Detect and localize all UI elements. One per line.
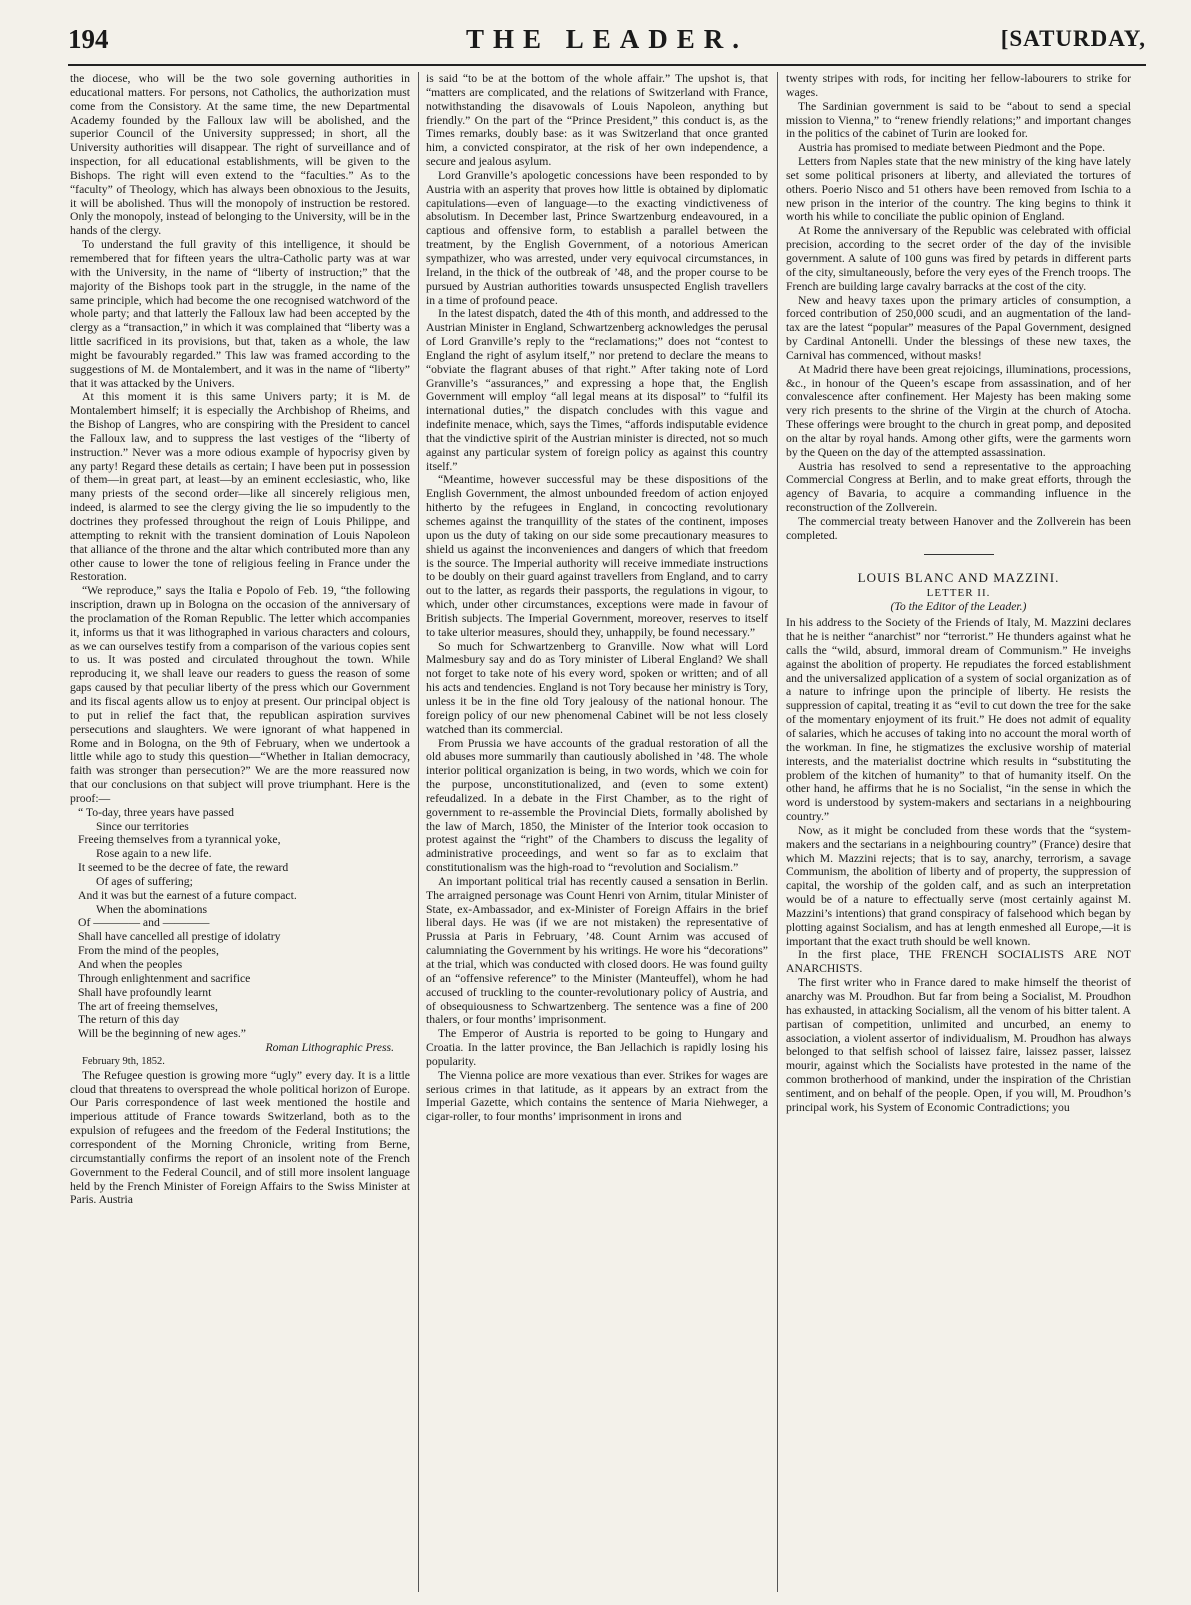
paragraph: twenty stripes with rods, for inciting her fellow-labourers to strike for wages. [786,72,1131,99]
poem-credit: Roman Lithographic Press. [265,1041,394,1055]
paragraph: The Emperor of Austria is reported to be going to Hungary and Croatia. In the latter province, the Ban Jellachich is rapidly losing his popularity. [426,1027,768,1068]
column-1 [70,72,410,1592]
poem-line: Since our territories [96,819,189,833]
paragraph: So much for Schwartzenberg to Granville. Now what will Lord Malmesbury say and do as Tory minister of Liberal England? We shall not forget to take note of his every word, spoken or written; and of all his acts and tendencies. England is not Tory because her ministry is Tory, unless it be in the fine old Tory jealousy of the national honour. The foreign policy of our new phenomenal Cabinet will be not less closely watched than its commercial. [426,639,768,736]
paragraph: “We reproduce,” says the Italia e Popolo of Feb. 19, “the following inscription, drawn up in Bologna on the occasion of the anniversary of the proclamation of the Roman Republic. The letter which accompanies it, informs us that it was lithographed in various characters and colours, as we can ourselves testify from a comparison of the various copies sent to us. It was posted and circulated throughout the town. While reproducing it, we shall leave our readers to guess the reason of some gaps caused by that peculiar liberty of the press which our Government and its fiscal agents allow us to enjoy at present. Our principal object is to put in relief the fact that, the republican aspiration survives persecutions and slaughters. We were ignorant of what happened in Rome and in Bologna, on the 9th of February, when we undertook a little while ago to study this question—“Whether in Italian democracy, faith was stronger than persecution?” We are the more reassured now that our conclusions on that subject will prove triumphant. Here is the proof:— [70,584,410,805]
column-rule [777,72,778,1592]
paragraph: The Sardinian government is said to be “about to send a special mission to Vienna,” to “renew friendly relations;” and important changes in the politics of the cabinet of Turin are looked for. [786,99,1131,141]
inscription-poem [78,806,410,1041]
poem-line: Through enlightenment and sacrifice [78,971,251,985]
paragraph: To understand the full gravity of this intelligence, it should be remembered that for fifteen years the ultra-Catholic party was at war with the University, in the name of “liberty of instruction;” that the majority of the Bishops took part in the struggle, in the name of the same principle, which had become the one recognised watchword of the whole party; and that latterly the Falloux law had been accepted by the clergy as a “transaction,” in which it was complained that “liberty was a little sacrificed in its provisions, but that, taken as a whole, the law might be favourably regarded.” This law was framed according to the suggestions of M. de Montalembert, and it was in the name of “liberty” that it was attacked by the Univers. [70,238,410,390]
poem-line: Shall have cancelled all prestige of idolatry [78,930,281,944]
poem-line: Shall have profoundly learnt [78,985,212,999]
column-rule [418,72,419,1592]
paragraph: New and heavy taxes upon the primary articles of consumption, a forced contribution of 250,000 scudi, and an augmentation of the land-tax are the latest “popular” measures of the Papal Government, designed by Cardinal Antonelli. Under the blessings of these new taxes, the Carnival has commenced, without masks! [786,293,1131,362]
paragraph: “Meantime, however successful may be these dispositions of the English Government, the almost unbounded freedom of action enjoyed hitherto by the refugees in England, in concocting revolutionary schemes against the tranquillity of the states of the continent, imposes upon us the duty of taking on our side some precautionary measures to shield us against the inconveniences and dangers of which that freedom is the source. The Imperial authority will receive immediate instructions to be doubly on their guard against travellers from England, and to carry out to the latter, as regards their passports, the regulations in vigour, to which, under other circumstances, exceptions were made in favour of British subjects. The Imperial Government, moreover, reserves to itself to take ulterior measures, should they, unhappily, be found necessary.” [426,473,768,639]
poem-line: Rose again to a new life. [96,847,212,861]
article-subhead: LETTER II. [926,586,991,599]
paragraph: Lord Granville’s apologetic concessions have been responded to by Austria with an asperity that proves how little is obtained by diplomatic capitulations—even of language—to the exacting vindictiveness of absolutism. In December last, Prince Swartzenburg endeavoured, in a captious and offensive form, to establish a parallel between the treatment, by the English Government, of a notorious American sympathizer, who was arrested, under very equivocal circumstances, in Ireland, in the thick of the outbreak of ’48, and the proper course to be pursued by Austrian authorities towards unsuspected English travellers in a time of profound peace. [426,168,768,307]
poem-line: Freeing themselves from a tyrannical yoke, [78,833,281,847]
paragraph: Austria has resolved to send a representative to the approaching Commercial Congress at Berlin, and to make great efforts, through the agency of Bavaria, to acquire a commanding influence in the reconstruction of the Zollverein. [786,459,1131,515]
paragraph: In the first place, THE FRENCH SOCIALISTS ARE NOT ANARCHISTS. [786,948,1131,976]
column-3 [786,72,1131,1592]
paragraph: Austria has promised to mediate between Piedmont and the Pope. [798,141,1106,155]
column-2 [426,72,768,1592]
poem-line: Of ———— and ———— [78,916,210,930]
page-number: 194 [68,24,109,54]
poem-line: Of ages of suffering; [96,874,193,888]
paragraph: is said “to be at the bottom of the whole affair.” The upshot is, that “matters are complicated, and the relations of Switzerland with France, notwithstanding the disavowals of Louis Napoleon, anything but friendly.” On the part of the “Prince President,” this conduct is, as the Times remarks, doubly base: as it was Switzerland that once granted him, a convicted conspirator, at the risk of her own independence, a secure and jealous asylum. [426,72,768,169]
paragraph: The Vienna police are more vexatious than ever. Strikes for wages are serious crimes in that latitude, as it appears by an extract from the Imperial Gazette, which contains the sentence of Maria Niehweger, a cigar-roller, to four months’ imprisonment in irons and [426,1068,768,1124]
poem-line: Will be the beginning of new ages.” [78,1027,246,1041]
poem-line: The return of this day [78,1013,180,1027]
issue-day: [SATURDAY, [1000,26,1146,51]
newspaper-title: THE LEADER. [465,24,749,54]
article-byline: (To the Editor of the Leader.) [890,600,1027,614]
paragraph: the diocese, who will be the two sole governing authorities in educational matters. For persons, not Catholics, the authorization must come from the Consistory. At the same time, the new Departmental Academy founded by the Falloux law will be abolished, and the superior Council of the University suppressed; in short, all the University authorities will disappear. The right of surveillance and of inspection, for all educational establishments, will be given to the Bishops. The right will even extend to the “faculties.” As to the “faculty” of Theology, which has always been obnoxious to the Jesuits, it will be abolished. Thus will the monopoly of instruction be restored. Only the monopoly, instead of belonging to the University, will be in the hands of the clergy. [70,72,410,238]
paragraph: The commercial treaty between Hanover and the Zollverein has been completed. [786,515,1131,542]
poem-line: And it was but the earnest of a future compact. [78,888,297,902]
paragraph: Letters from Naples state that the new ministry of the king have lately set some political prisoners at liberty, and alleviated the tortures of others. Poerio Nisco and 51 others have been removed from Ischia to a new prison in the interior of the country. The king begins to think it worth his while to conciliate the public opinion of England. [786,155,1131,224]
paragraph: In his address to the Society of the Friends of Italy, M. Mazzini declares that he is neither “anarchist” nor “terrorist.” He thunders against what he calls the “wild, absurd, immoral dream of Communism.” He inveighs against the abolition of property. He repudiates the forced establishment and the universalized application of a system of social organization as of a nature to infringe upon the principle of liberty. He resists the suppression of capital, treating it as “evil to cut down the tree for the sake of the momentary enjoyment of its fruit.” He does not admit of equality of salaries, which he accuses of taking into no account the moral worth of the workman. In fine, he stigmatizes the exclusive worship of material interests, and the materialist doctrine which results in “substituting the problem of the kitchen of humanity” to that of humanity itself. On the other hand, he affirms that he is no Socialist, “in the sense in which the word is understood by system-makers and sectarians in a neighbouring country.” [786,616,1131,824]
paragraph: Now, as it might be concluded from these words that the “system-makers and the sectarians in a neighbouring country” (France) desire that which M. Mazzini rejects; that is to say, anarchy, terrorism, a savage Communism, the abolition of liberty and of property, the suppression of capital, the worship of the golden calf, and as such an interpretation would be of a nature to effectually serve (most certainly against M. Mazzini’s intentions) that grand conspiracy of falsehood which began by plotting against Socialism, and has at length enmeshed all Europe,—it is important that the exact truth should be well known. [786,823,1131,948]
dateline: February 9th, 1852. [82,1055,165,1067]
section-divider [786,547,1131,561]
paragraph: At this moment it is this same Univers party; it is M. de Montalembert himself; it is especially the Archbishop of Rheims, and the Bishop of Langres, who are conspiring with the President to cancel the Falloux law, and to suppress the last vestiges of the “liberty of instruction.” Never was a more odious example of hypocrisy given by any party! Regard these details as certain; I have been put in possession of them—in great part, at least—by an eminent ecclesiastic, who, like many priests of the second order—like all sincerely religious men, indeed, is alarmed to see the clergy giving the lie so impudently to the doctrines they professed throughout the reign of Louis Philippe, and attempting to reknit with the transient domination of Louis Napoleon that alliance of the throne and the altar which contributed more than any other cause to lower the tone of religious feeling in France under the Restoration. [70,390,410,584]
poem-line: The art of freeing themselves, [78,999,218,1013]
paragraph: The first writer who in France dared to make himself the theorist of anarchy was M. Proudhon. But far from being a Socialist, M. Proudhon has exhausted, in attacking Socialism, all the venom of his bitter talent. A partisan of competition, unlimited and uncurbed, an enemy to association, a violent assertor of individualism, M. Proudhon has always belonged to that selfish school of laissez faire, laissez passer, laissez mourir, against which the Socialists have protested in the name of the common brotherhood of mankind, under the inspiration of the Christian sentiment, and on behalf of the people. Open, if you will, M. Proudhon’s principal work, his System of Economic Contradictions; you [786,976,1131,1114]
paragraph: The Refugee question is growing more “ugly” every day. It is a little cloud that threatens to overspread the whole political horizon of Europe. Our Paris correspondence of last week mentioned the hostile and imperious attitude of France towards Switzerland, both as to the expulsion of refugees and the freedom of the Federal Institutions; the correspondent of the Morning Chronicle, writing from Berne, circumstantially confirms the report of an insolent note of the French Government to the Federal Council, and of still more insolent language held by the French Minister of Foreign Affairs to the Swiss Minister at Paris. Austria [70,1068,410,1207]
article-headline: LOUIS BLANC AND MAZZINI. [857,569,1060,585]
poem-line: It seemed to be the decree of fate, the reward [78,861,289,875]
poem-line: When the abominations [96,902,208,916]
paragraph: In the latest dispatch, dated the 4th of this month, and addressed to the Austrian Minister in England, Schwartzenberg acknowledges the perusal of Lord Granville’s reply to the “reclamations;” does not “contest to England the right of asylum itself,” nor pretend to declare the means to “obviate the flagrant abuses of that right.” After taking note of Lord Granville’s “assurances,” and expressing a hope that, the English Government will employ “all legal means at its disposal” to “fulfil its international duties,” the dispatch concludes with this vague and indefinite menace, which, says the Times, “affords indisputable evidence that the vindictive spirit of the Austrian minister is directed, not so much against any particular system of foreign policy as against this country itself.” [426,307,768,473]
paragraph: At Madrid there have been great rejoicings, illuminations, processions, &c., in honour of the Queen’s escape from assassination, and of her convalescence after confinement. Her Majesty has been making some very rich presents to the shrine of the Virgin at the church of Atocha. These offerings were brought to the church in great pomp, and deposited on the altar by royal hands. Among other gifts, were the garments worn by the Queen on the day of the attempted assassination. [786,362,1131,459]
masthead [68,20,1146,60]
poem-line: And when the peoples [78,958,183,971]
paragraph: An important political trial has recently caused a sensation in Berlin. The arraigned personage was Count Henri von Arnim, titular Minister of State, ex-Ambassador, and ex-Minister of Foreign Affairs in the brief liberal days. He was (if we are not mistaken) the representative of Prussia at Paris in February, ’48. Count Arnim was accused of calumniating the Government by his writings. He wore his “decorations” at the trial, which was conducted with closed doors. He was found guilty of an “offensive reference” to the Minister (Manteuffel), whom he had accused of truckling to the counter-revolutionary policy of Austria, and of obsequiousness to Schwartzenberg. The sentence was a fine of 200 thalers, or four months’ imprisonment. [426,874,768,1027]
poem-line: From the mind of the peoples, [78,944,219,958]
header-rule [68,64,1146,66]
paragraph: At Rome the anniversary of the Republic was celebrated with official precision, according to the secret order of the day of the invisible government. A salute of 100 guns was fired by petards in different parts of the city, simultaneously, before the very eyes of the French troops. The French are building large cavalry barracks at the cost of the city. [786,224,1131,293]
paragraph: From Prussia we have accounts of the gradual restoration of all the old abuses more summarily than cautiously abolished in ’48. The whole interior political organization is being, in two words, which we coin for the purpose, unconstitutionalized, and (even to some extent) refeudalized. In a debate in the First Chamber, as to the right of government to re-assemble the Provincial Diets, formally abolished by the law of March, 1850, the Minister of the Interior took occasion to protest against the “right” of the Chambers to discuss the legality of administrative proceedings, and went so far as to exclaim that constitutionalism was the high-road to “revolution and Socialism.” [426,736,768,875]
poem-line: “ To-day, three years have passed [78,805,234,819]
